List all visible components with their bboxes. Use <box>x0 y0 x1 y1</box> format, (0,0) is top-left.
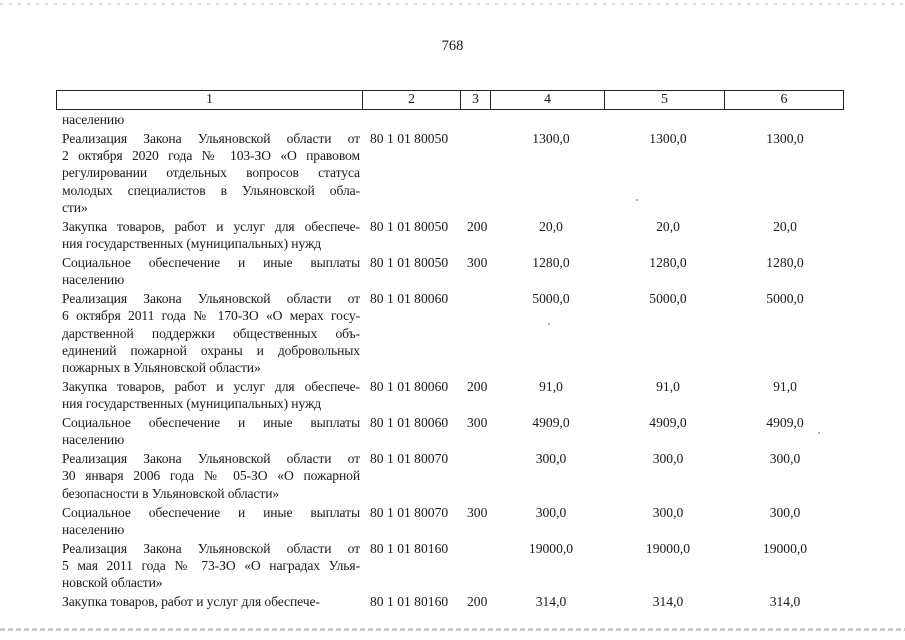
description-line: 30 января 2006 года № 05-ЗО «О пожарной <box>62 468 360 484</box>
row-description <box>62 130 360 216</box>
expense-type: 200 <box>467 218 488 234</box>
amount-col-6: 20,0 <box>773 218 797 234</box>
description-line: Реализация Закона Ульяновской области от <box>62 291 360 306</box>
amount-col-5: 1280,0 <box>649 254 687 270</box>
row-description <box>62 254 360 289</box>
budget-code: 80 1 01 80050 <box>370 218 449 234</box>
amount-col-6: 1300,0 <box>766 130 804 146</box>
amount-col-5: 20,0 <box>656 218 680 234</box>
description-line: населению <box>62 432 125 448</box>
description-line: новской области» <box>62 575 163 591</box>
description-line: регулировании отдельных вопросов статуса <box>62 165 360 181</box>
amount-col-5: 1300,0 <box>649 130 687 146</box>
budget-code: 80 1 01 80060 <box>370 379 449 394</box>
amount-col-6: 314,0 <box>769 594 801 610</box>
budget-code: 80 1 01 80160 <box>370 540 449 556</box>
amount-col-6: 91,0 <box>773 379 797 394</box>
description-line: молодых специалистов в Ульяновской обла- <box>62 182 360 198</box>
amount-col-5: 300,0 <box>652 451 684 467</box>
amount-col-6: 1280,0 <box>766 254 804 270</box>
scan-speck <box>548 323 550 325</box>
amount-col-6: 300,0 <box>769 504 801 520</box>
description-line: 2 октября 2020 года № 103-ЗО «О правовом <box>62 148 360 164</box>
amount-col-6: 19000,0 <box>762 540 808 556</box>
amount-col-6: 300,0 <box>769 451 801 467</box>
description-line: 5 мая 2011 года № 73-ЗО «О наградах Улья- <box>62 557 360 573</box>
budget-code: 80 1 01 80060 <box>370 415 449 431</box>
description-line: ния государственных (муниципальных) нужд <box>62 236 322 252</box>
budget-code: 80 1 01 80060 <box>370 291 449 306</box>
budget-code: 80 1 01 80070 <box>370 451 449 467</box>
description-line: Реализация Закона Ульяновской области от <box>62 130 360 146</box>
description-line: ния государственных (муниципальных) нужд <box>62 396 322 412</box>
amount-col-5: 314,0 <box>652 594 684 610</box>
header-col-2: 2 <box>363 91 461 109</box>
row-description <box>62 218 360 253</box>
amount-col-4: 314,0 <box>535 594 567 610</box>
expense-type: 300 <box>467 415 488 431</box>
row-description <box>62 414 360 449</box>
description-line: Реализация Закона Ульяновской области от <box>62 540 360 556</box>
row-description <box>62 540 360 592</box>
row-description <box>62 378 360 413</box>
amount-col-4: 20,0 <box>539 218 563 234</box>
amount-col-4: 300,0 <box>535 451 567 467</box>
row-description <box>62 111 360 128</box>
description-line: населению <box>62 272 125 288</box>
header-col-1: 1 <box>57 91 363 109</box>
scan-speck <box>818 432 820 434</box>
description-line: безопасности в Ульяновской области» <box>62 485 280 501</box>
description-line: населению <box>62 521 125 537</box>
table-header <box>56 90 844 110</box>
description-line: сти» <box>62 199 88 215</box>
header-col-5: 5 <box>605 91 725 109</box>
description-line: пожарных в Ульяновской области» <box>62 360 261 376</box>
amount-col-4: 19000,0 <box>528 540 574 556</box>
description-line: единений пожарной охраны и добровольных <box>62 342 360 358</box>
expense-type: 200 <box>467 594 488 610</box>
budget-code: 80 1 01 80070 <box>370 504 449 520</box>
header-col-6: 6 <box>780 92 788 107</box>
header-col-4: 4 <box>491 91 605 109</box>
header-col-3: 3 <box>461 91 491 109</box>
row-description <box>62 290 360 376</box>
description-line: Закупка товаров, работ и услуг для обеспече- <box>62 218 360 234</box>
amount-col-4: 1280,0 <box>532 254 570 270</box>
amount-col-6: 5000,0 <box>766 291 804 306</box>
description-line: Социальное обеспечение и иные выплаты <box>62 504 360 520</box>
amount-col-4: 91,0 <box>539 379 563 394</box>
description-line: Закупка товаров, работ и услуг для обеспече- <box>62 379 360 394</box>
scan-edge-bottom <box>0 628 905 631</box>
description-line: Социальное обеспечение и иные выплаты <box>62 415 360 431</box>
amount-col-6: 4909,0 <box>766 415 804 431</box>
expense-type: 300 <box>467 254 488 270</box>
scan-speck <box>636 199 638 201</box>
amount-col-5: 4909,0 <box>649 415 687 431</box>
description-line: Закупка товаров, работ и услуг для обеспече- <box>62 594 320 610</box>
description-line: 6 октября 2011 года № 170-ЗО «О мерах госу- <box>62 308 360 324</box>
description-line: Социальное обеспечение и иные выплаты <box>62 254 360 270</box>
description-line: населению <box>62 112 125 127</box>
amount-col-4: 5000,0 <box>532 291 570 306</box>
amount-col-5: 91,0 <box>656 379 680 394</box>
row-description <box>62 593 360 610</box>
expense-type: 200 <box>467 379 488 394</box>
row-description <box>62 504 360 539</box>
amount-col-4: 300,0 <box>535 504 567 520</box>
amount-col-5: 19000,0 <box>645 540 691 556</box>
page-number: 768 <box>441 38 464 54</box>
budget-code: 80 1 01 80160 <box>370 594 449 610</box>
description-line: Реализация Закона Ульяновской области от <box>62 451 360 467</box>
amount-col-5: 5000,0 <box>649 291 687 306</box>
budget-code: 80 1 01 80050 <box>370 254 449 270</box>
row-description <box>62 450 360 502</box>
budget-code: 80 1 01 80050 <box>370 130 449 146</box>
description-line: дарственной поддержки общественных объ- <box>62 325 360 341</box>
scan-edge-top <box>0 3 905 5</box>
amount-col-4: 1300,0 <box>532 130 570 146</box>
amount-col-5: 300,0 <box>652 504 684 520</box>
amount-col-4: 4909,0 <box>532 415 570 431</box>
expense-type: 300 <box>467 504 488 520</box>
